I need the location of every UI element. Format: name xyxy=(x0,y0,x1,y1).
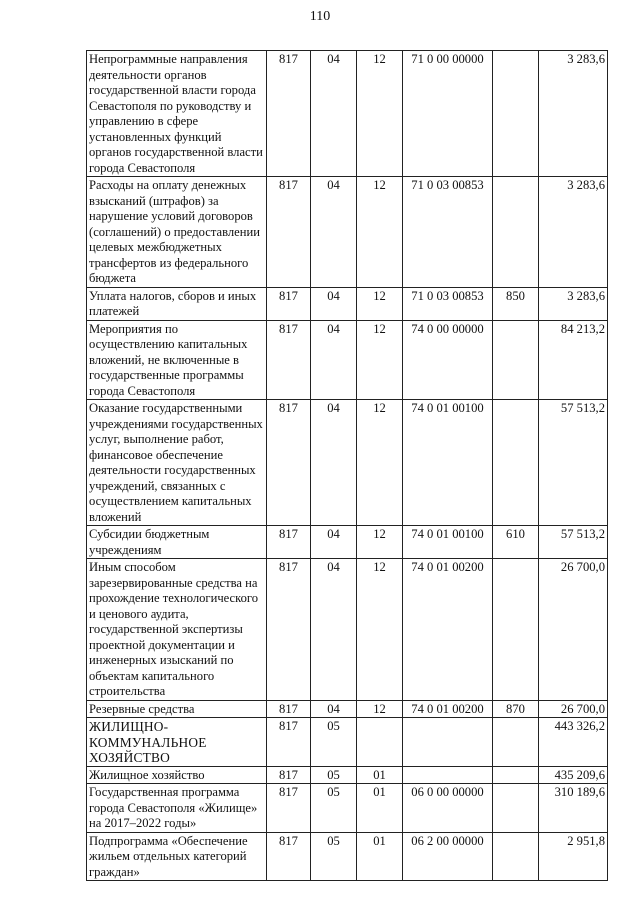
section-code-cell: 04 xyxy=(311,559,357,701)
expense-type-code-cell xyxy=(493,718,539,767)
subsection-code-cell: 01 xyxy=(357,832,403,881)
subsection-code-cell: 12 xyxy=(357,51,403,177)
subsection-code-cell: 01 xyxy=(357,766,403,784)
section-code-cell: 05 xyxy=(311,784,357,833)
page-number: 110 xyxy=(309,9,331,24)
section-code-cell: 04 xyxy=(311,526,357,559)
table-row xyxy=(87,559,608,701)
ministry-code-cell: 817 xyxy=(267,700,311,718)
subsection-code-cell: 12 xyxy=(357,287,403,320)
table-row xyxy=(87,526,608,559)
target-article-code-cell: 06 2 00 00000 xyxy=(403,832,493,881)
ministry-code-cell: 817 xyxy=(267,287,311,320)
expense-name-cell: Жилищное хозяйство xyxy=(87,766,267,784)
section-code-cell: 05 xyxy=(311,832,357,881)
expense-name-cell: Резервные средства xyxy=(87,700,267,718)
amount-cell: 57 513,2 xyxy=(539,526,608,559)
target-article-code-cell: 71 0 03 00853 xyxy=(403,287,493,320)
amount-cell: 310 189,6 xyxy=(539,784,608,833)
target-article-code-cell: 74 0 01 00200 xyxy=(403,559,493,701)
expense-name-cell: Подпрограмма «Обеспечение жильем отдельных категорий граждан» xyxy=(87,832,267,881)
table-row xyxy=(87,832,608,881)
subsection-code-cell: 01 xyxy=(357,784,403,833)
target-article-code-cell: 74 0 00 00000 xyxy=(403,320,493,400)
section-code-cell: 05 xyxy=(311,718,357,767)
section-code-cell: 04 xyxy=(311,400,357,526)
subsection-code-cell: 12 xyxy=(357,320,403,400)
section-code-cell: 04 xyxy=(311,700,357,718)
ministry-code-cell: 817 xyxy=(267,832,311,881)
expense-type-code-cell xyxy=(493,559,539,701)
expense-name-cell: Оказание государственными учреждениями государственных услуг, выполнение работ, финансовое обеспечение деятельности государственных учреждений, связанных с осуществлением капитальных вложений xyxy=(87,400,267,526)
expense-type-code-cell xyxy=(493,784,539,833)
expense-name-cell: ЖИЛИЩНО-КОММУНАЛЬНОЕ ХОЗЯЙСТВО xyxy=(87,718,267,767)
budget-table-body xyxy=(87,51,608,881)
table-row xyxy=(87,287,608,320)
table-row xyxy=(87,400,608,526)
ministry-code-cell: 817 xyxy=(267,766,311,784)
expense-type-code-cell xyxy=(493,177,539,288)
subsection-code-cell: 12 xyxy=(357,559,403,701)
subsection-code-cell: 12 xyxy=(357,700,403,718)
target-article-code-cell xyxy=(403,718,493,767)
table-row xyxy=(87,51,608,177)
amount-cell: 3 283,6 xyxy=(539,177,608,288)
amount-cell: 26 700,0 xyxy=(539,700,608,718)
subsection-code-cell: 12 xyxy=(357,526,403,559)
ministry-code-cell: 817 xyxy=(267,51,311,177)
expense-name-cell: Государственная программа города Севастополя «Жилище» на 2017–2022 годы» xyxy=(87,784,267,833)
subsection-code-cell xyxy=(357,718,403,767)
target-article-code-cell: 06 0 00 00000 xyxy=(403,784,493,833)
amount-cell: 3 283,6 xyxy=(539,287,608,320)
expense-type-code-cell xyxy=(493,400,539,526)
table-row xyxy=(87,766,608,784)
section-code-cell: 04 xyxy=(311,320,357,400)
target-article-code-cell: 71 0 03 00853 xyxy=(403,177,493,288)
expense-type-code-cell xyxy=(493,832,539,881)
subsection-code-cell: 12 xyxy=(357,177,403,288)
expense-name-cell: Мероприятия по осуществлению капитальных вложений, не включенные в государственные программы города Севастополя xyxy=(87,320,267,400)
target-article-code-cell xyxy=(403,766,493,784)
amount-cell: 26 700,0 xyxy=(539,559,608,701)
ministry-code-cell: 817 xyxy=(267,320,311,400)
expense-name-cell: Уплата налогов, сборов и иных платежей xyxy=(87,287,267,320)
target-article-code-cell: 74 0 01 00200 xyxy=(403,700,493,718)
expense-type-code-cell xyxy=(493,320,539,400)
ministry-code-cell: 817 xyxy=(267,526,311,559)
amount-cell: 443 326,2 xyxy=(539,718,608,767)
target-article-code-cell: 74 0 01 00100 xyxy=(403,400,493,526)
table-row xyxy=(87,784,608,833)
table-row xyxy=(87,320,608,400)
ministry-code-cell: 817 xyxy=(267,177,311,288)
amount-cell: 435 209,6 xyxy=(539,766,608,784)
expense-type-code-cell xyxy=(493,766,539,784)
ministry-code-cell: 817 xyxy=(267,718,311,767)
target-article-code-cell: 74 0 01 00100 xyxy=(403,526,493,559)
section-code-cell: 05 xyxy=(311,766,357,784)
ministry-code-cell: 817 xyxy=(267,559,311,701)
ministry-code-cell: 817 xyxy=(267,784,311,833)
section-code-cell: 04 xyxy=(311,287,357,320)
amount-cell: 2 951,8 xyxy=(539,832,608,881)
amount-cell: 84 213,2 xyxy=(539,320,608,400)
expense-name-cell: Субсидии бюджетным учреждениям xyxy=(87,526,267,559)
expense-type-code-cell: 870 xyxy=(493,700,539,718)
section-code-cell: 04 xyxy=(311,177,357,288)
table-row xyxy=(87,718,608,767)
table-row xyxy=(87,177,608,288)
amount-cell: 3 283,6 xyxy=(539,51,608,177)
table-row xyxy=(87,700,608,718)
budget-table xyxy=(86,50,608,881)
expense-type-code-cell: 610 xyxy=(493,526,539,559)
expense-name-cell: Непрограммные направления деятельности органов государственной власти города Севастополя по руководству и управлению в сфере установленных функций органов государственной власти города Севастополя xyxy=(87,51,267,177)
expense-type-code-cell: 850 xyxy=(493,287,539,320)
amount-cell: 57 513,2 xyxy=(539,400,608,526)
expense-name-cell: Расходы на оплату денежных взысканий (штрафов) за нарушение условий договоров (соглашений) о предоставлении целевых межбюджетных трансфертов из федерального бюджета xyxy=(87,177,267,288)
section-code-cell: 04 xyxy=(311,51,357,177)
target-article-code-cell: 71 0 00 00000 xyxy=(403,51,493,177)
ministry-code-cell: 817 xyxy=(267,400,311,526)
expense-name-cell: Иным способом зарезервированные средства на прохождение технологического и ценового аудита, государственной экспертизы проектной документации и инженерных изысканий по объектам капитального строительства xyxy=(87,559,267,701)
expense-type-code-cell xyxy=(493,51,539,177)
subsection-code-cell: 12 xyxy=(357,400,403,526)
